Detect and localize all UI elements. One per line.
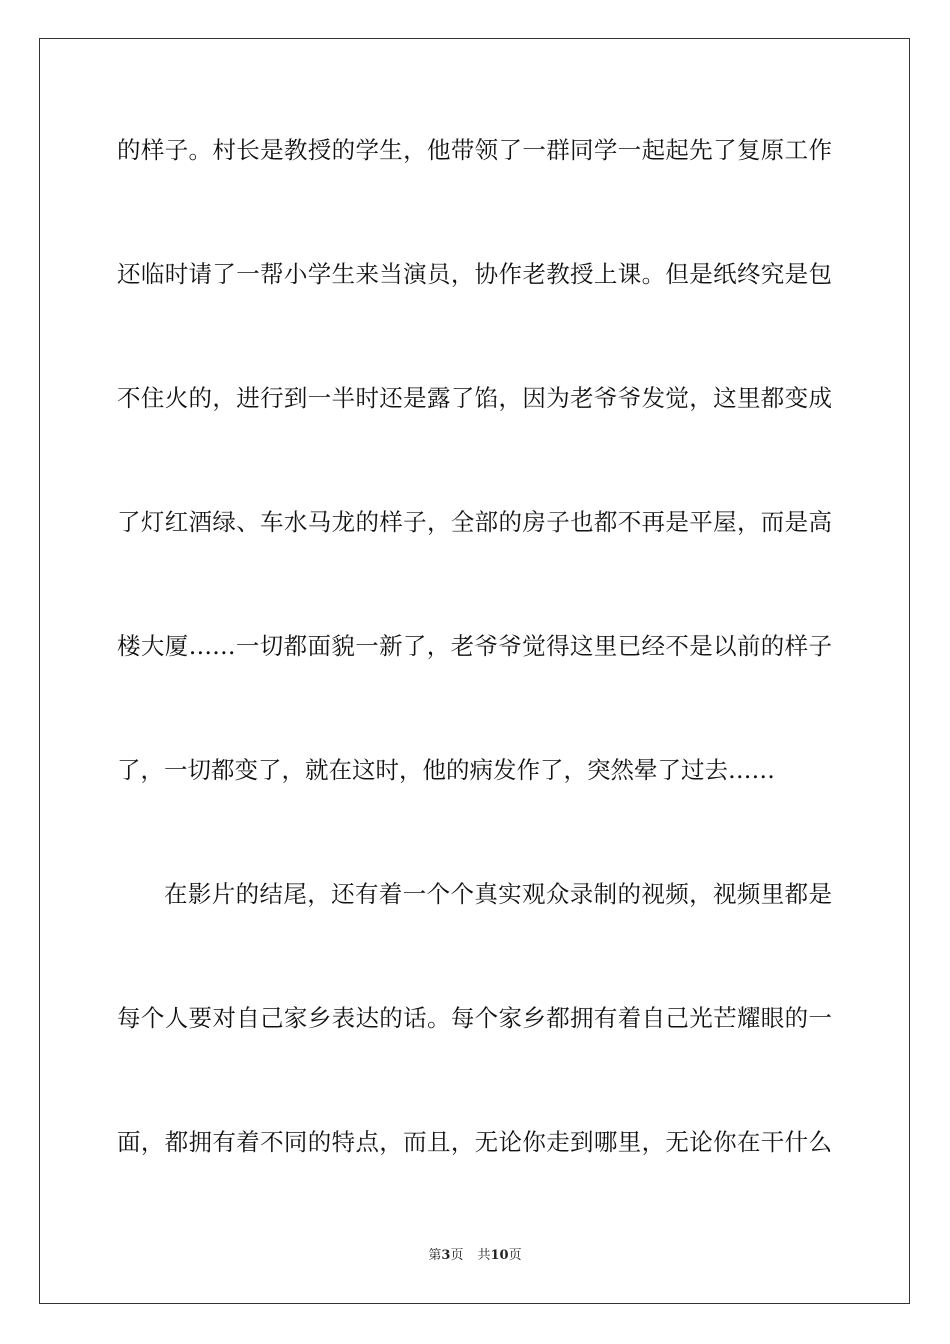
page-number: 3 <box>441 1248 451 1263</box>
body-line-4: 了灯红酒绿、车水马龙的样子，全部的房子也都不再是平屋，而是高 <box>117 508 832 536</box>
body-line-3: 不住火的，进行到一半时还是露了馅，因为老爷爷发觉，这里都变成 <box>117 384 832 412</box>
page-suffix: 页 <box>450 1248 464 1263</box>
page-border <box>39 38 910 1304</box>
total-prefix: 共 <box>477 1248 491 1263</box>
body-line-7-paragraph-start: 在影片的结尾，还有着一个个真实观众录制的视频，视频里都是 <box>164 880 832 908</box>
body-line-1: 的样子。村长是教授的学生，他带领了一群同学一起起先了复原工作 <box>117 136 832 164</box>
page-footer <box>0 1247 950 1265</box>
body-line-6: 了，一切都变了，就在这时，他的病发作了，突然晕了过去…… <box>117 756 775 784</box>
page-prefix: 第 <box>428 1248 442 1263</box>
body-line-2: 还临时请了一帮小学生来当演员，协作老教授上课。但是纸终究是包 <box>117 260 832 288</box>
total-pages: 10 <box>490 1248 509 1263</box>
body-line-9: 面，都拥有着不同的特点，而且，无论你走到哪里，无论你在干什么 <box>117 1128 832 1156</box>
total-suffix: 页 <box>508 1248 522 1263</box>
body-line-8: 每个人要对自己家乡表达的话。每个家乡都拥有着自己光芒耀眼的一 <box>117 1004 832 1032</box>
body-line-5: 楼大厦……一切都面貌一新了，老爷爷觉得这里已经不是以前的样子 <box>117 632 832 660</box>
